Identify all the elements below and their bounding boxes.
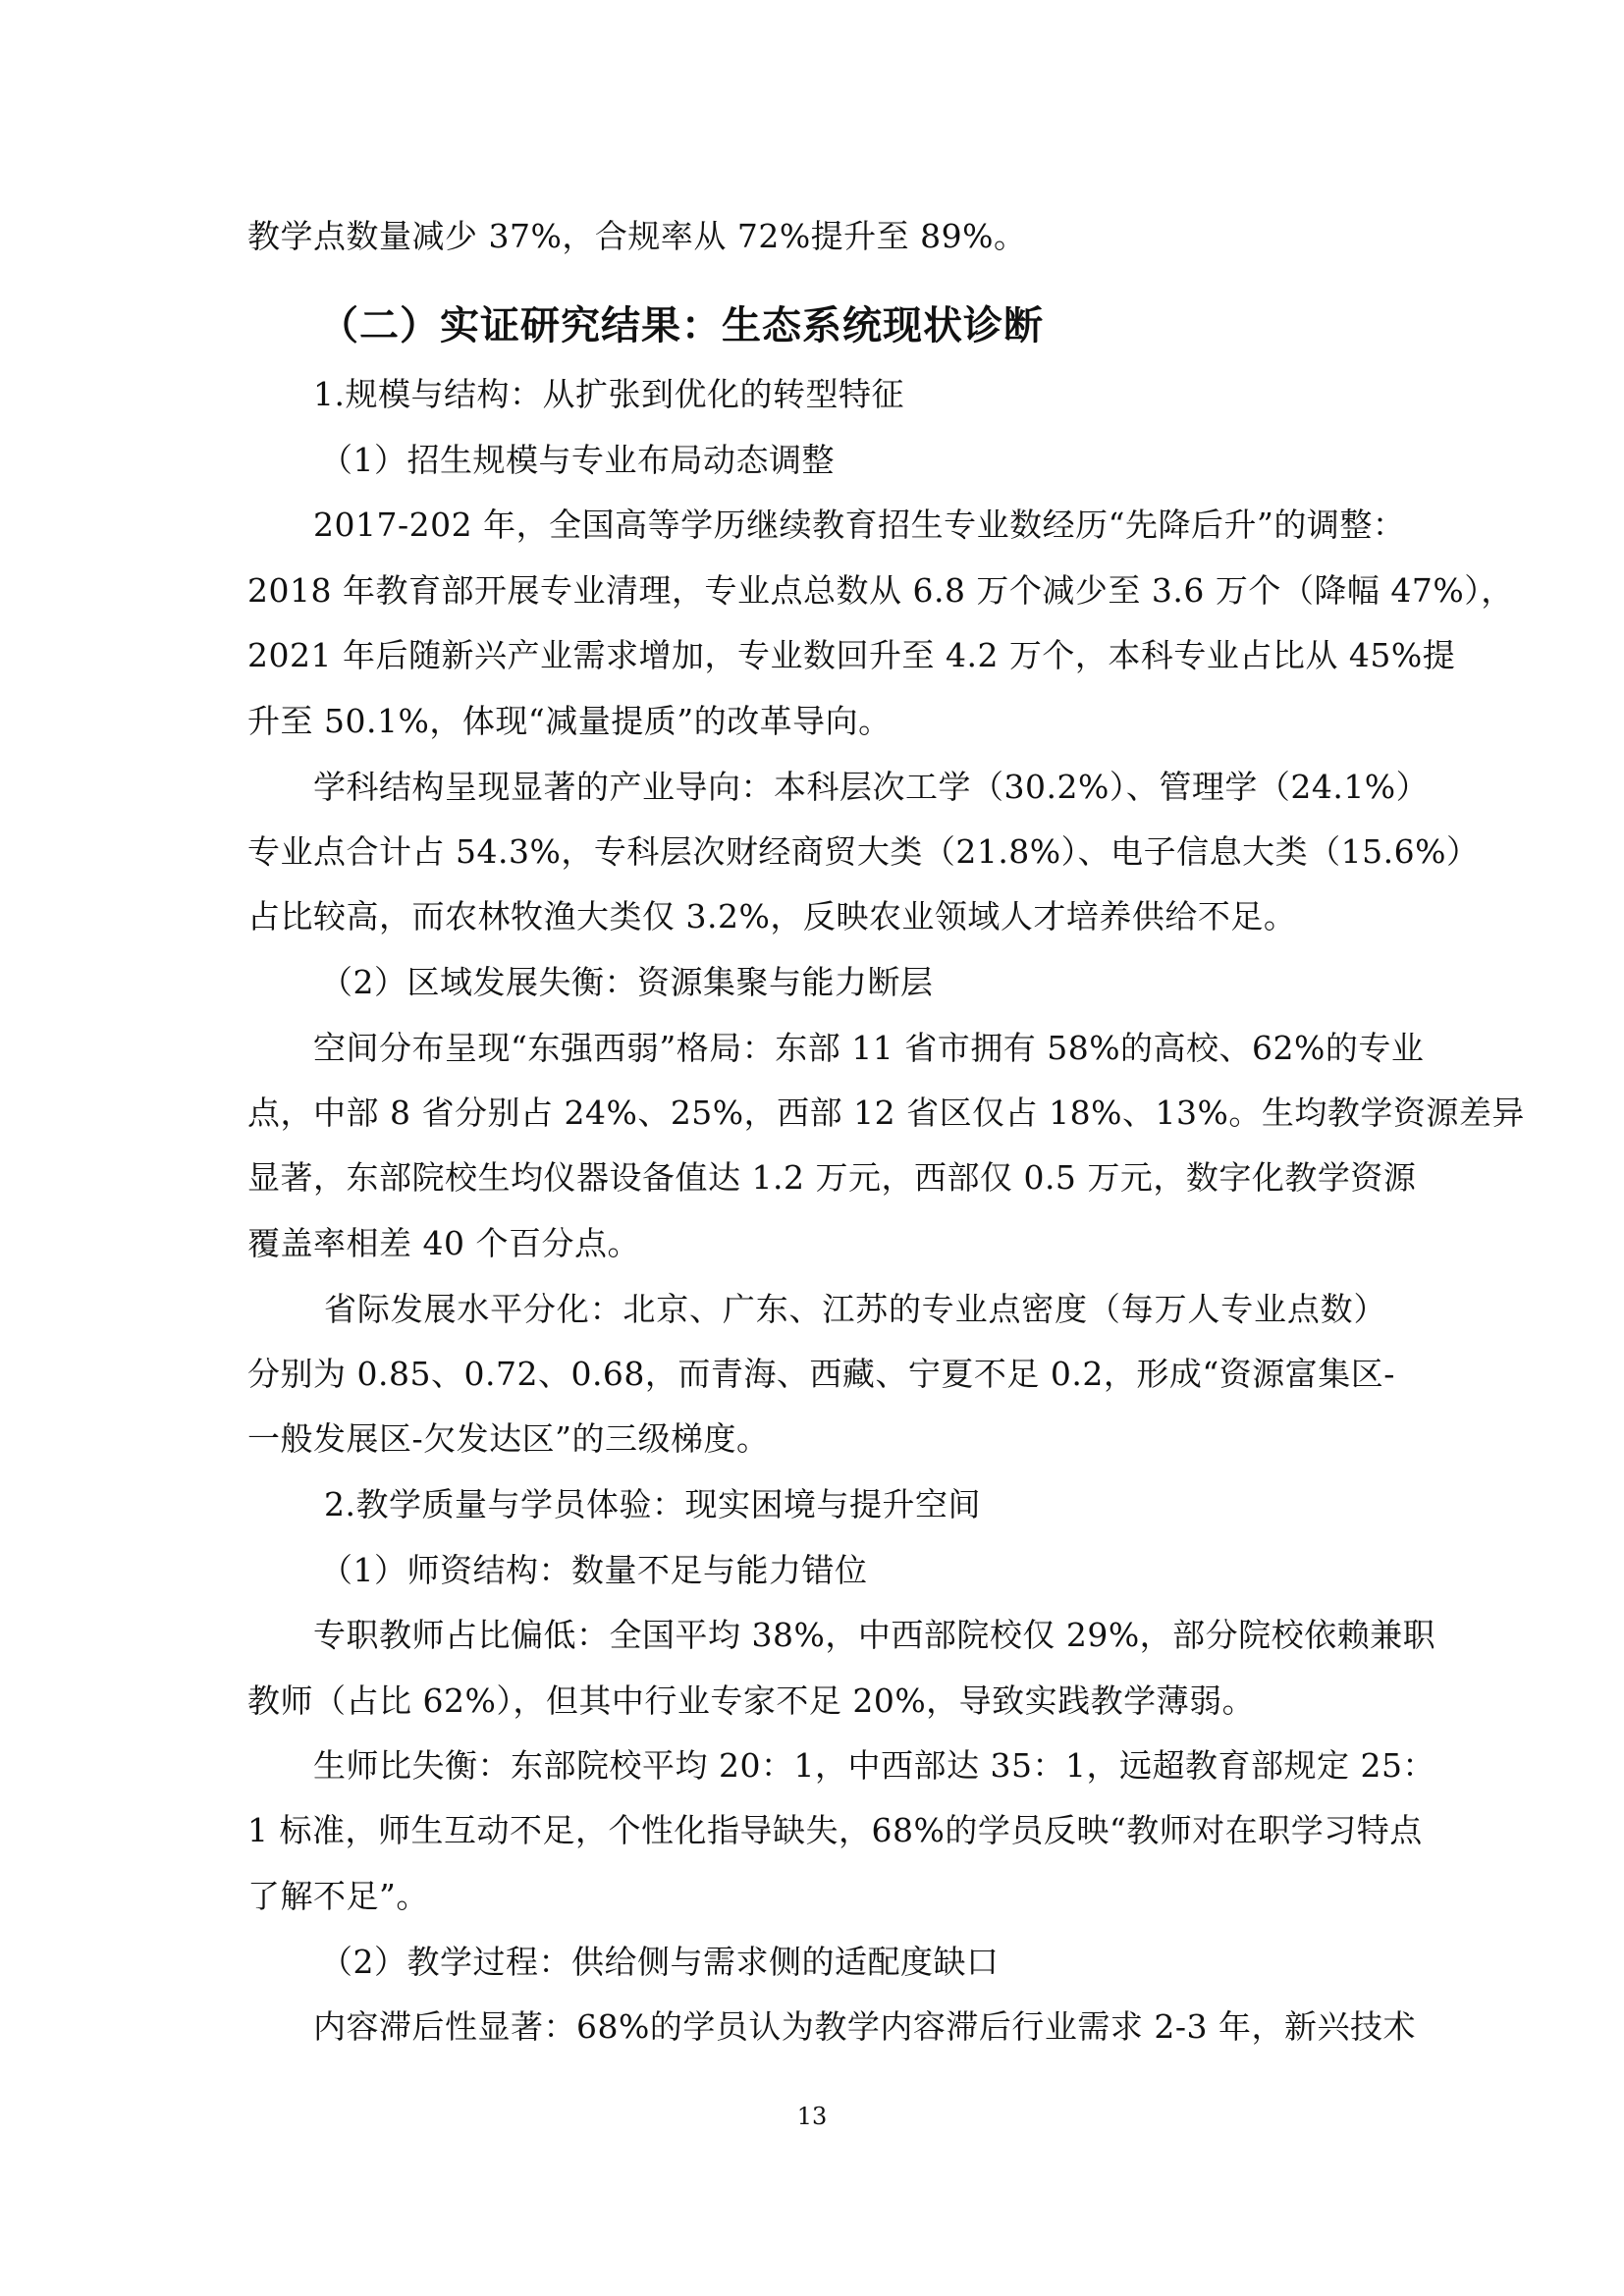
body-text-line: 专职教师占比偏低：全国平均 38%，中西部院校仅 29%，部分院校依赖兼职: [313, 1616, 1436, 1654]
body-text-line: 学科结构呈现显著的产业导向：本科层次工学（30.2%）、管理学（24.1%）: [313, 768, 1430, 806]
body-text-line: 空间分布呈现“东强西弱”格局：东部 11 省市拥有 58%的高校、62%的专业: [313, 1029, 1425, 1067]
section-heading: （二）实证研究结果：生态系统现状诊断: [319, 303, 1044, 348]
body-text-line: 覆盖率相差 40 个百分点。: [247, 1224, 640, 1262]
sub-subsection-heading: （1）招生规模与专业布局动态调整: [320, 441, 835, 479]
body-text-line: 显著，东部院校生均仪器设备值达 1.2 万元，西部仅 0.5 万元，数字化教学资源: [247, 1158, 1417, 1197]
sub-subsection-heading: （2）教学过程：供给侧与需求侧的适配度缺口: [320, 1943, 1000, 1981]
body-text-line: 1 标准，师生互动不足，个性化指导缺失，68%的学员反映“教师对在职学习特点: [247, 1811, 1423, 1849]
page-number: 13: [796, 2103, 828, 2130]
body-text-line: 分别为 0.85、0.72、0.68，而青海、西藏、宁夏不足 0.2，形成“资源富集区-: [247, 1355, 1395, 1393]
sub-subsection-heading: （2）区域发展失衡：资源集聚与能力断层: [320, 963, 934, 1001]
body-text-line: 专业点合计占 54.3%，专科层次财经商贸大类（21.8%）、电子信息大类（15.6%）: [247, 832, 1480, 871]
body-text-line: 了解不足”。: [247, 1877, 429, 1915]
body-text-line: 占比较高，而农林牧渔大类仅 3.2%，反映农业领域人才培养供给不足。: [247, 897, 1297, 935]
subsection-heading: 2.教学质量与学员体验：现实困境与提升空间: [324, 1485, 981, 1523]
body-text-line: 内容滞后性显著：68%的学员认为教学内容滞后行业需求 2-3 年，新兴技术: [313, 2007, 1416, 2046]
sub-subsection-heading: （1）师资结构：数量不足与能力错位: [320, 1551, 868, 1589]
subsection-heading: 1.规模与结构：从扩张到优化的转型特征: [313, 375, 904, 413]
body-text-line: 升至 50.1%，体现“减量提质”的改革导向。: [247, 702, 892, 740]
body-text-line: 点，中部 8 省分别占 24%、25%，西部 12 省区仅占 18%、13%。生均教学资源差异: [247, 1094, 1525, 1132]
body-text-line: 教学点数量减少 37%，合规率从 72%提升至 89%。: [247, 217, 1027, 255]
body-text-line: 教师（占比 62%），但其中行业专家不足 20%，导致实践教学薄弱。: [247, 1682, 1256, 1720]
body-text-line: 2021 年后随新兴产业需求增加，专业数回升至 4.2 万个，本科专业占比从 45%提: [247, 636, 1456, 674]
body-text-line: 2017-202 年，全国高等学历继续教育招生专业数经历“先降后升”的调整：: [313, 506, 1406, 544]
body-text-line: 2018 年教育部开展专业清理，专业点总数从 6.8 万个减少至 3.6 万个（降幅 47%），: [247, 571, 1514, 610]
body-text-line: 一般发展区-欠发达区”的三级梯度。: [247, 1419, 770, 1458]
body-text-line: 省际发展水平分化：北京、广东、江苏的专业点密度（每万人专业点数）: [324, 1290, 1386, 1328]
body-text-line: 生师比失衡：东部院校平均 20：1，中西部达 35：1，远超教育部规定 25：: [313, 1746, 1435, 1785]
